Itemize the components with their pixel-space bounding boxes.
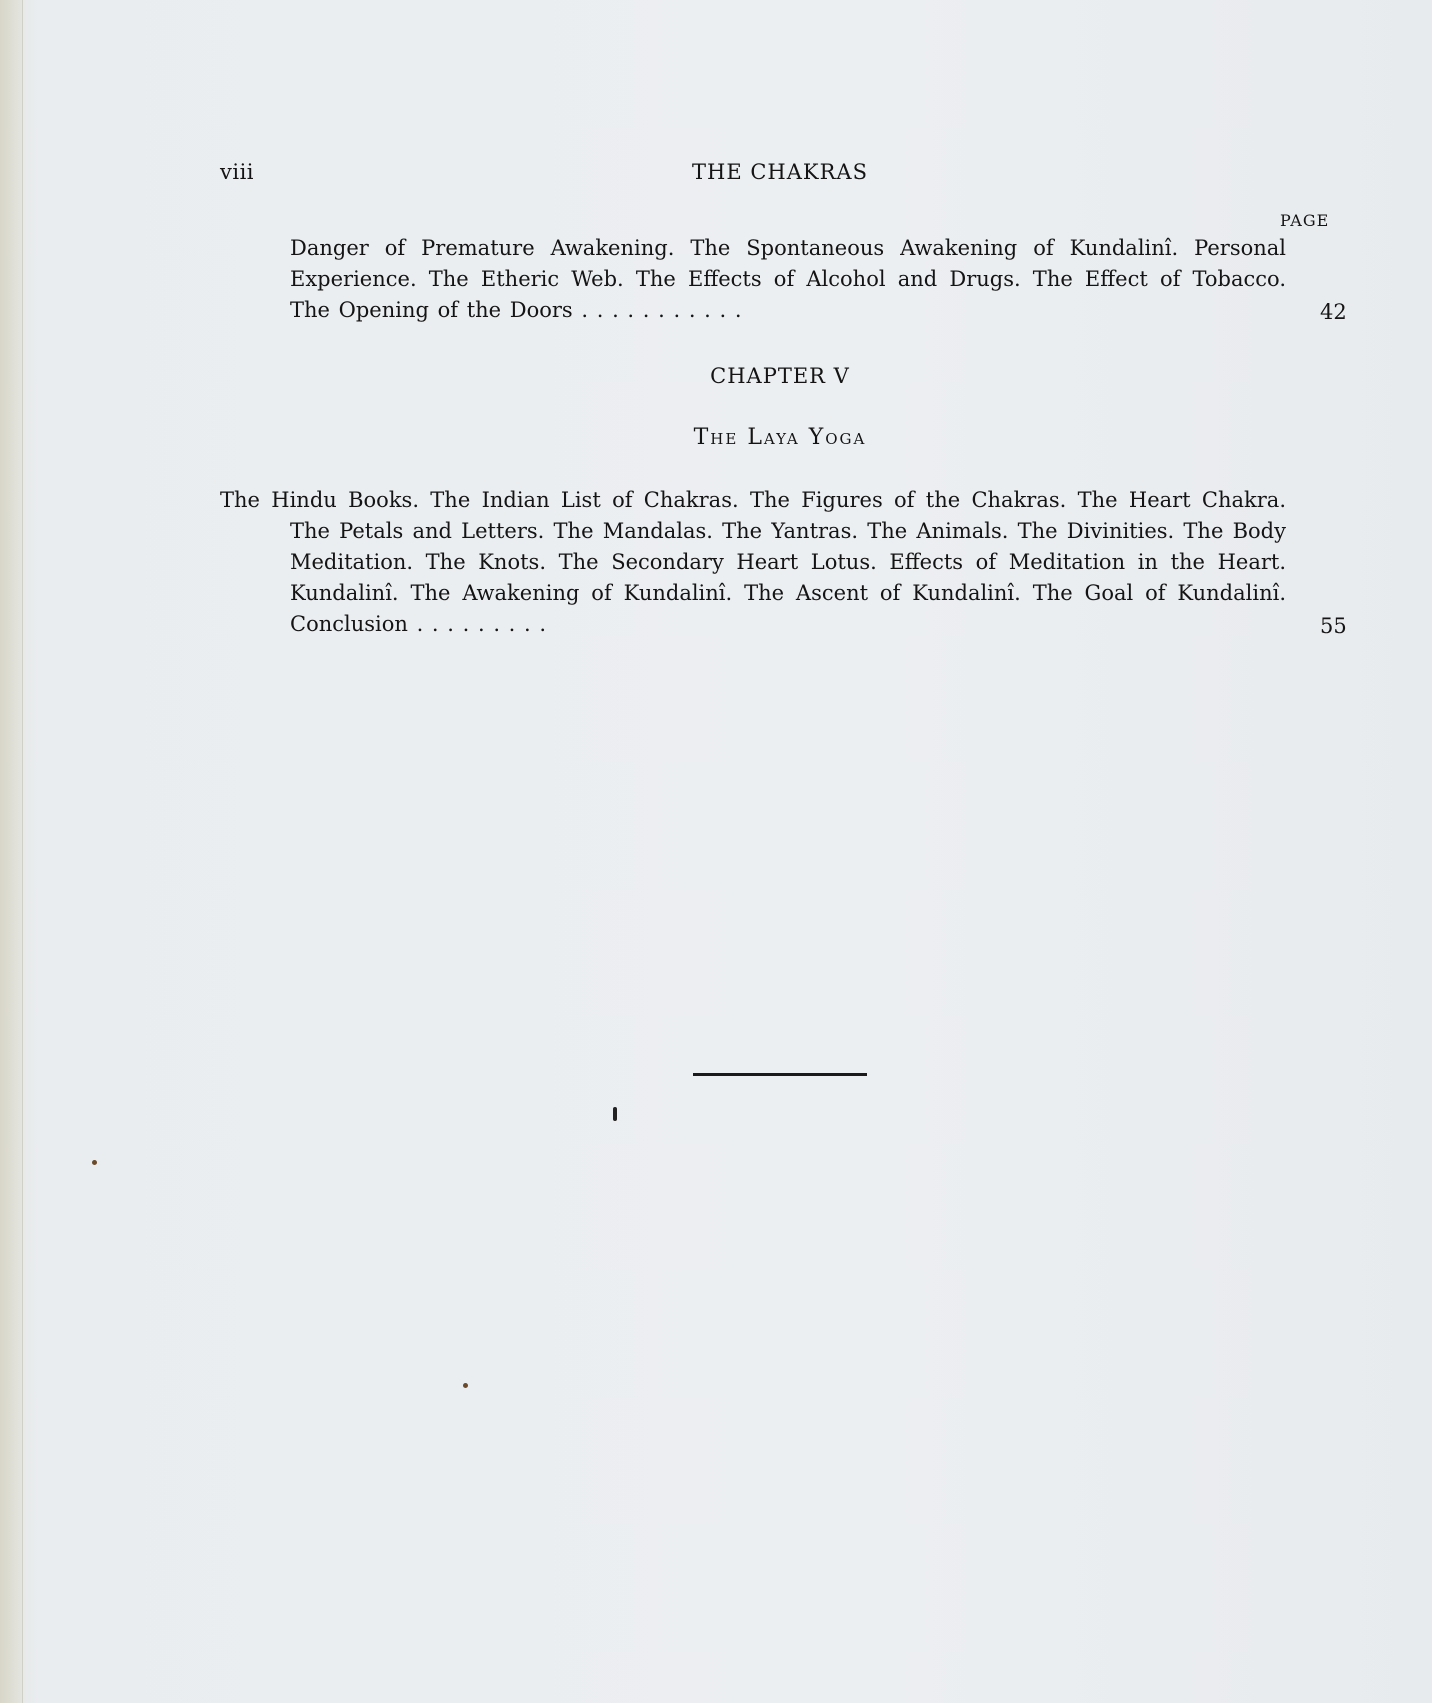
page-gutter-edge: [0, 0, 23, 1703]
section-divider-rule: [693, 1073, 867, 1076]
folio-number: viii: [220, 160, 255, 184]
chapter-title: CHAPTER V: [710, 364, 850, 388]
toc-entry-page-number: 55: [1320, 614, 1347, 638]
chapter-subtitle: The Laya Yoga: [693, 425, 867, 450]
show-through-decoration: [230, 640, 1330, 1340]
toc-entry-page-number: 42: [1320, 300, 1347, 324]
toc-entry-text: Danger of Premature Awakening. The Spontaneous Awakening of Kundalinî. Personal Experience. The Etheric Web. The Effects of Alcohol and Drugs. The Effect of Tobacco. The Opening of the Doors . . . . . . . . . . .: [290, 236, 1286, 322]
page-column-heading: PAGE: [1280, 211, 1330, 230]
paper-speck: [613, 1107, 617, 1121]
paper-speck: [92, 1160, 97, 1165]
paper-speck: [463, 1383, 468, 1388]
running-title: THE CHAKRAS: [692, 160, 868, 184]
toc-entry-text: The Hindu Books. The Indian List of Chakras. The Figures of the Chakras. The Heart Chakra. The Petals and Letters. The Mandalas. The Yantras. The Animals. The Divinities. The Body Meditation. The Knots. The Secondary Heart Lotus. Effects of Meditation in the Heart. Kundalinî. The Awakening of Kundalinî. The Ascent of Kundalinî. The Goal of Kundalinî. Conclusion . . . . . . . . .: [220, 488, 1286, 636]
